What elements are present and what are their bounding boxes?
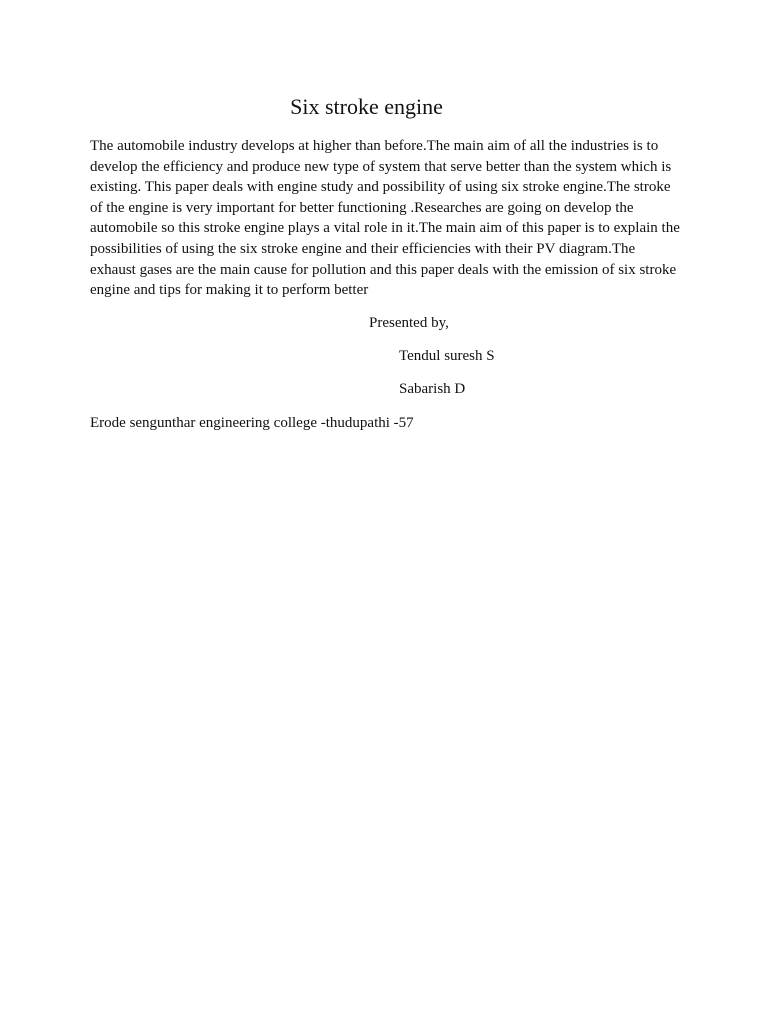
presented-by-label: Presented by,: [369, 315, 449, 331]
author-name: Sabarish D: [399, 381, 466, 397]
abstract-paragraph: The automobile industry develops at higher than before.The main aim of all the industries is to develop the efficiency and produce new type of system that serve better than the system which is existing. This paper deals with engine study and possibility of using six stroke engine.The stroke of the engine is very important for better functioning .Researches are going on develop the automobile so this stroke engine plays a vital role in it.The main aim of this paper is to explain the possibilities of using the six stroke engine and their efficiencies with their PV diagram.The exhaust gases are the main cause for pollution and this paper deals with the emission of six stroke engine and tips for making it to perform better: [90, 138, 680, 299]
document-title: Six stroke engine: [290, 94, 443, 119]
author-name: Tendul suresh S: [399, 348, 495, 364]
college-affiliation: Erode sengunthar engineering college -thudupathi -57: [90, 415, 414, 431]
